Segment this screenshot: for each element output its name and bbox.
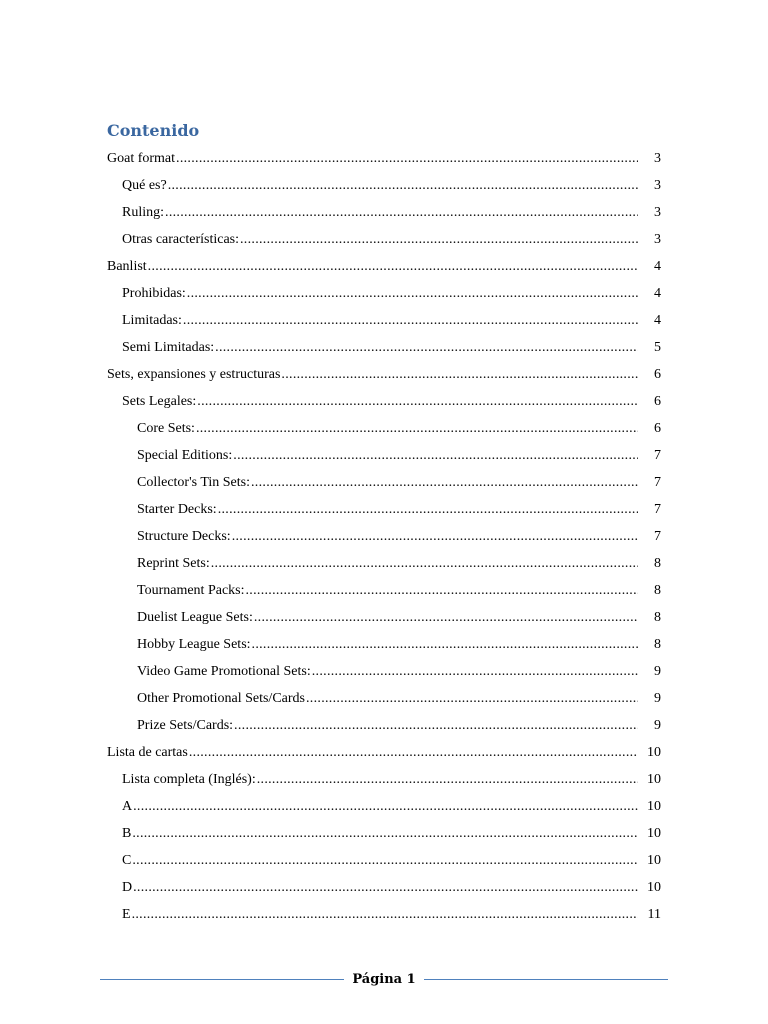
toc-entry-label: Qué es? bbox=[122, 178, 167, 193]
table-of-contents bbox=[0, 143, 768, 926]
toc-dot-leader bbox=[215, 339, 638, 357]
toc-dot-leader bbox=[218, 501, 638, 519]
toc-entry[interactable] bbox=[0, 359, 768, 386]
toc-entry-page-number: 3 bbox=[654, 178, 661, 193]
toc-entry[interactable] bbox=[0, 602, 768, 629]
toc-entry-page-number: 11 bbox=[647, 907, 661, 922]
toc-entry-page-number: 3 bbox=[654, 151, 661, 166]
toc-entry-label: Limitadas: bbox=[122, 313, 182, 328]
toc-entry-label: Tournament Packs: bbox=[137, 583, 245, 598]
toc-entry-page-number: 6 bbox=[654, 421, 661, 436]
toc-dot-leader bbox=[132, 906, 638, 924]
toc-entry-page-number: 4 bbox=[654, 259, 661, 274]
toc-entry[interactable] bbox=[0, 791, 768, 818]
toc-entry-page-number: 8 bbox=[654, 556, 661, 571]
toc-entry[interactable] bbox=[0, 467, 768, 494]
toc-entry-page-number: 9 bbox=[654, 718, 661, 733]
toc-dot-leader bbox=[232, 528, 638, 546]
toc-entry-page-number: 10 bbox=[647, 826, 661, 841]
toc-entry[interactable] bbox=[0, 278, 768, 305]
toc-entry[interactable] bbox=[0, 764, 768, 791]
toc-entry-page-number: 8 bbox=[654, 637, 661, 652]
toc-entry[interactable] bbox=[0, 683, 768, 710]
toc-entry-page-number: 5 bbox=[654, 340, 661, 355]
toc-entry-label: B bbox=[122, 826, 132, 841]
toc-entry[interactable] bbox=[0, 629, 768, 656]
toc-entry-page-number: 10 bbox=[647, 799, 661, 814]
toc-entry[interactable] bbox=[0, 440, 768, 467]
toc-entry-label: Semi Limitadas: bbox=[122, 340, 215, 355]
toc-dot-leader bbox=[165, 204, 638, 222]
toc-entry-page-number: 6 bbox=[654, 367, 661, 382]
toc-dot-leader bbox=[183, 312, 638, 330]
toc-entry[interactable] bbox=[0, 332, 768, 359]
toc-entry-page-number: 9 bbox=[654, 691, 661, 706]
toc-entry[interactable] bbox=[0, 899, 768, 926]
toc-entry-page-number: 7 bbox=[654, 448, 661, 463]
toc-entry[interactable] bbox=[0, 845, 768, 872]
toc-entry[interactable] bbox=[0, 521, 768, 548]
toc-entry[interactable] bbox=[0, 224, 768, 251]
toc-entry-page-number: 9 bbox=[654, 664, 661, 679]
toc-dot-leader bbox=[132, 825, 638, 843]
toc-entry[interactable] bbox=[0, 413, 768, 440]
toc-entry-page-number: 8 bbox=[654, 583, 661, 598]
toc-entry-page-number: 4 bbox=[654, 313, 661, 328]
toc-dot-leader bbox=[240, 231, 638, 249]
toc-entry[interactable] bbox=[0, 251, 768, 278]
toc-entry[interactable] bbox=[0, 494, 768, 521]
toc-entry-label: Collector's Tin Sets: bbox=[137, 475, 250, 490]
footer-rule-right bbox=[424, 979, 668, 980]
toc-entry-label: Reprint Sets: bbox=[137, 556, 210, 571]
toc-entry-label: Hobby League Sets: bbox=[137, 637, 251, 652]
toc-dot-leader bbox=[132, 852, 638, 870]
toc-entry[interactable] bbox=[0, 656, 768, 683]
toc-dot-leader bbox=[187, 285, 638, 303]
toc-entry[interactable] bbox=[0, 143, 768, 170]
toc-entry[interactable] bbox=[0, 872, 768, 899]
toc-entry-label: D bbox=[122, 880, 133, 895]
toc-entry-page-number: 8 bbox=[654, 610, 661, 625]
toc-entry-page-number: 7 bbox=[654, 475, 661, 490]
toc-entry-label: Lista de cartas bbox=[107, 745, 188, 760]
toc-entry-label: C bbox=[122, 853, 132, 868]
toc-dot-leader bbox=[281, 366, 638, 384]
toc-entry-label: Banlist bbox=[107, 259, 147, 274]
toc-entry-label: Special Editions: bbox=[137, 448, 233, 463]
toc-dot-leader bbox=[133, 879, 638, 897]
footer-page-number: Página 1 bbox=[352, 971, 416, 987]
toc-entry[interactable] bbox=[0, 818, 768, 845]
toc-dot-leader bbox=[252, 636, 638, 654]
toc-entry-label: Lista completa (Inglés): bbox=[122, 772, 256, 787]
toc-dot-leader bbox=[196, 420, 638, 438]
toc-entry-label: Otras características: bbox=[122, 232, 239, 247]
toc-dot-leader bbox=[197, 393, 638, 411]
toc-entry-label: E bbox=[122, 907, 131, 922]
toc-dot-leader bbox=[176, 150, 638, 168]
footer-rule-left bbox=[100, 979, 344, 980]
toc-entry-label: Ruling: bbox=[122, 205, 165, 220]
toc-entry-page-number: 6 bbox=[654, 394, 661, 409]
toc-dot-leader bbox=[233, 447, 638, 465]
toc-entry-label: Goat format bbox=[107, 151, 176, 166]
toc-entry[interactable] bbox=[0, 170, 768, 197]
toc-dot-leader bbox=[189, 744, 638, 762]
toc-dot-leader bbox=[251, 474, 638, 492]
toc-dot-leader bbox=[148, 258, 638, 276]
toc-entry-label: Sets Legales: bbox=[122, 394, 197, 409]
toc-entry-label: Prohibidas: bbox=[122, 286, 186, 301]
toc-entry-label: Prize Sets/Cards: bbox=[137, 718, 234, 733]
toc-entry-page-number: 3 bbox=[654, 205, 661, 220]
toc-entry[interactable] bbox=[0, 737, 768, 764]
page-footer bbox=[100, 966, 668, 992]
toc-entry-page-number: 10 bbox=[647, 745, 661, 760]
toc-entry[interactable] bbox=[0, 710, 768, 737]
toc-dot-leader bbox=[306, 690, 638, 708]
toc-entry-label: Starter Decks: bbox=[137, 502, 217, 517]
toc-entry-page-number: 4 bbox=[654, 286, 661, 301]
toc-dot-leader bbox=[254, 609, 638, 627]
toc-entry-label: Structure Decks: bbox=[137, 529, 231, 544]
toc-entry[interactable] bbox=[0, 386, 768, 413]
toc-entry-label: Sets, expansiones y estructuras bbox=[107, 367, 281, 382]
toc-heading: Contenido bbox=[107, 121, 200, 140]
toc-dot-leader bbox=[211, 555, 638, 573]
toc-entry-page-number: 10 bbox=[647, 853, 661, 868]
toc-entry-label: Duelist League Sets: bbox=[137, 610, 253, 625]
toc-entry-label: Other Promotional Sets/Cards bbox=[137, 691, 305, 706]
toc-entry[interactable] bbox=[0, 305, 768, 332]
toc-entry[interactable] bbox=[0, 575, 768, 602]
toc-entry-page-number: 10 bbox=[647, 772, 661, 787]
toc-entry-page-number: 7 bbox=[654, 502, 661, 517]
toc-dot-leader bbox=[168, 177, 638, 195]
toc-entry-page-number: 10 bbox=[647, 880, 661, 895]
toc-dot-leader bbox=[257, 771, 638, 789]
toc-entry-page-number: 3 bbox=[654, 232, 661, 247]
toc-entry-label: Core Sets: bbox=[137, 421, 195, 436]
toc-entry[interactable] bbox=[0, 548, 768, 575]
toc-entry-page-number: 7 bbox=[654, 529, 661, 544]
toc-entry-label: A bbox=[122, 799, 133, 814]
toc-dot-leader bbox=[133, 798, 638, 816]
toc-dot-leader bbox=[312, 663, 638, 681]
toc-entry[interactable] bbox=[0, 197, 768, 224]
toc-dot-leader bbox=[234, 717, 638, 735]
toc-dot-leader bbox=[246, 582, 639, 600]
toc-entry-label: Video Game Promotional Sets: bbox=[137, 664, 311, 679]
